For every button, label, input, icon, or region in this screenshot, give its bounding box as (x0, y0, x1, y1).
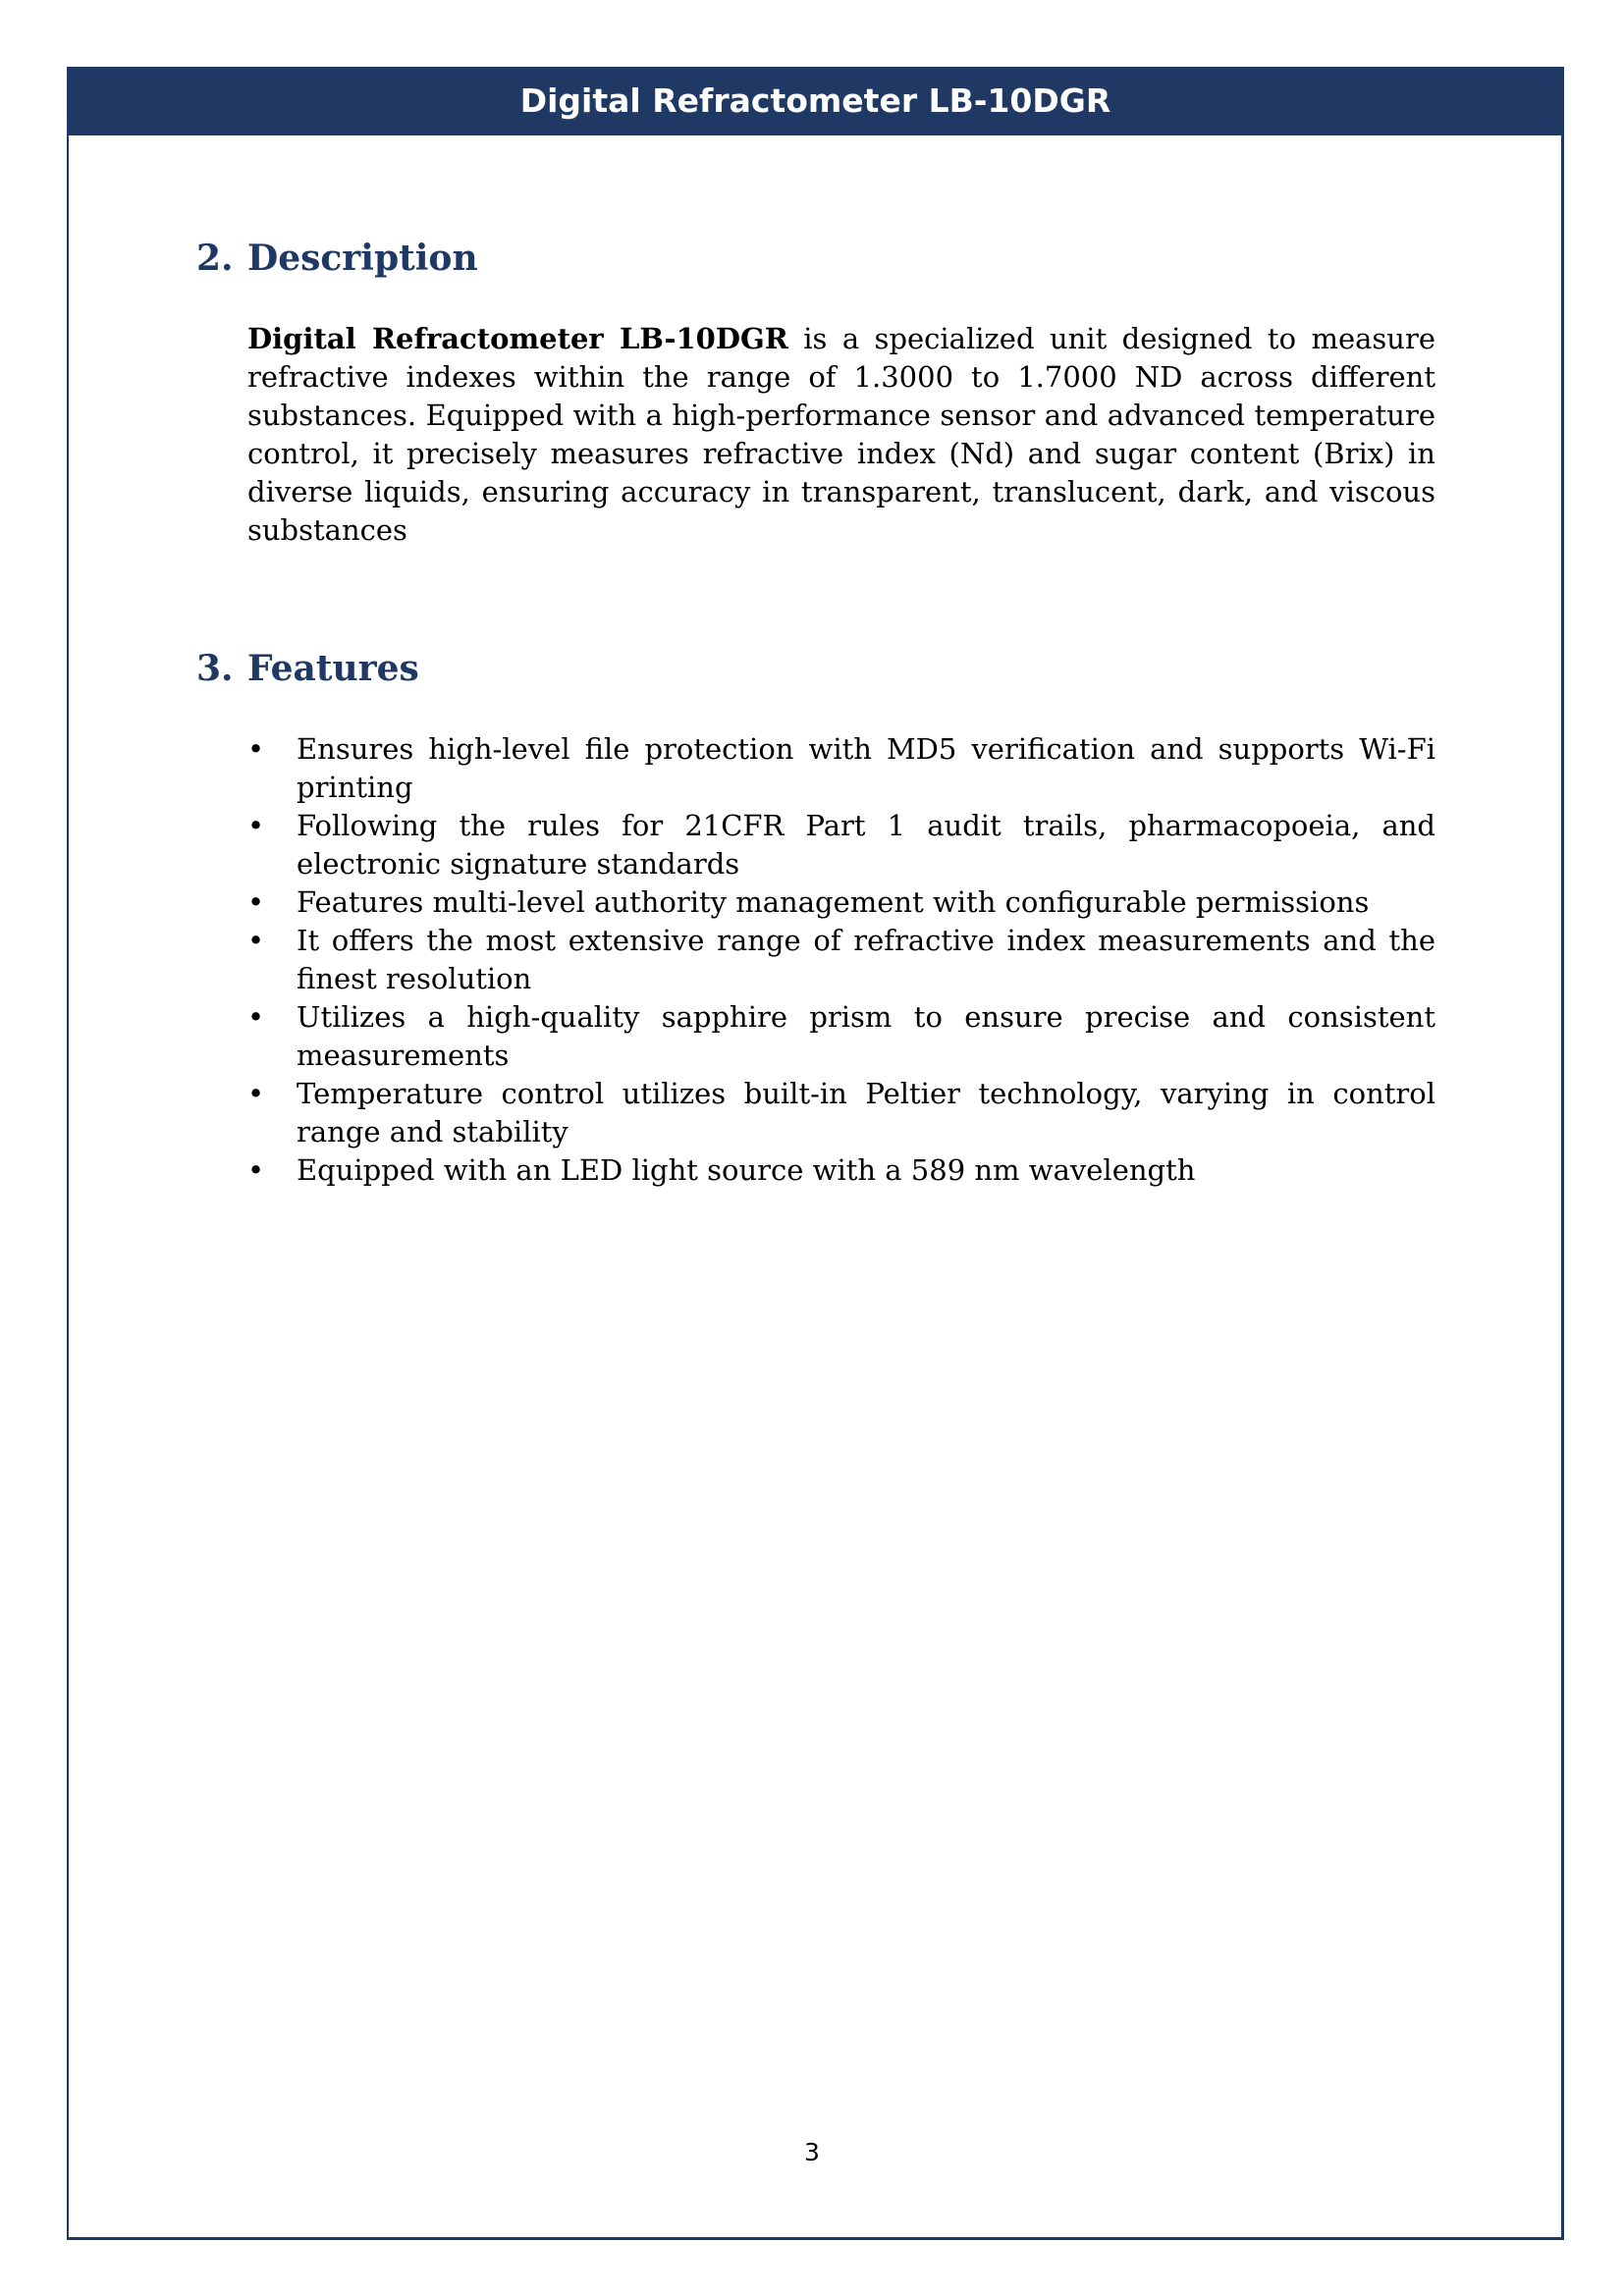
list-item (247, 730, 1435, 807)
feature-text: Temperature control utilizes built-in Peltier technology, varying in control range and stability (297, 1077, 1435, 1148)
bullet-icon: • (247, 732, 265, 766)
list-item (247, 807, 1435, 883)
bullet-icon: • (247, 924, 265, 957)
section-number: 2. (196, 238, 234, 279)
bullet-icon: • (247, 1153, 265, 1187)
header-title: Digital Refractometer LB-10DGR (519, 81, 1111, 120)
features-list (247, 730, 1435, 1190)
section-title-description (196, 238, 478, 279)
description-body: is a specialized unit designed to measure refractive indexes within the range of 1.3000 to 1.7000 ND across different substances. Equipped with a high-performance sensor and advanced temperature control, it precisely measures refractive index (Nd) and sugar content (Brix) in diverse liquids, ensuring accuracy in transparent, translucent, dark, and viscous substances (247, 322, 1435, 547)
list-item (247, 883, 1435, 922)
list-item (247, 998, 1435, 1075)
feature-text: Equipped with an LED light source with a 589 nm wavelength (297, 1153, 1196, 1187)
page-number: 3 (804, 2138, 820, 2166)
list-item (247, 1151, 1435, 1190)
bullet-icon: • (247, 809, 265, 842)
bullet-icon: • (247, 885, 265, 919)
feature-text: It offers the most extensive range of refractive index measurements and the finest resolution (297, 924, 1435, 995)
feature-text: Following the rules for 21CFR Part 1 audit trails, pharmacopoeia, and electronic signature standards (297, 809, 1435, 881)
list-item (247, 1075, 1435, 1151)
section-title-features (196, 648, 419, 689)
bullet-icon: • (247, 1000, 265, 1034)
description-paragraph (247, 320, 1435, 550)
page-header (67, 67, 1564, 135)
feature-text: Features multi-level authority management with configurable permissions (297, 885, 1370, 919)
product-name: Digital Refractometer LB-10DGR (247, 322, 788, 355)
section-heading: Features (247, 648, 419, 689)
feature-text: Ensures high-level file protection with MD5 verification and supports Wi-Fi printing (297, 732, 1435, 804)
section-number: 3. (196, 648, 234, 689)
bullet-icon: • (247, 1077, 265, 1110)
feature-text: Utilizes a high-quality sapphire prism to ensure precise and consistent measurements (297, 1000, 1435, 1072)
list-item (247, 922, 1435, 998)
section-heading: Description (247, 238, 478, 279)
